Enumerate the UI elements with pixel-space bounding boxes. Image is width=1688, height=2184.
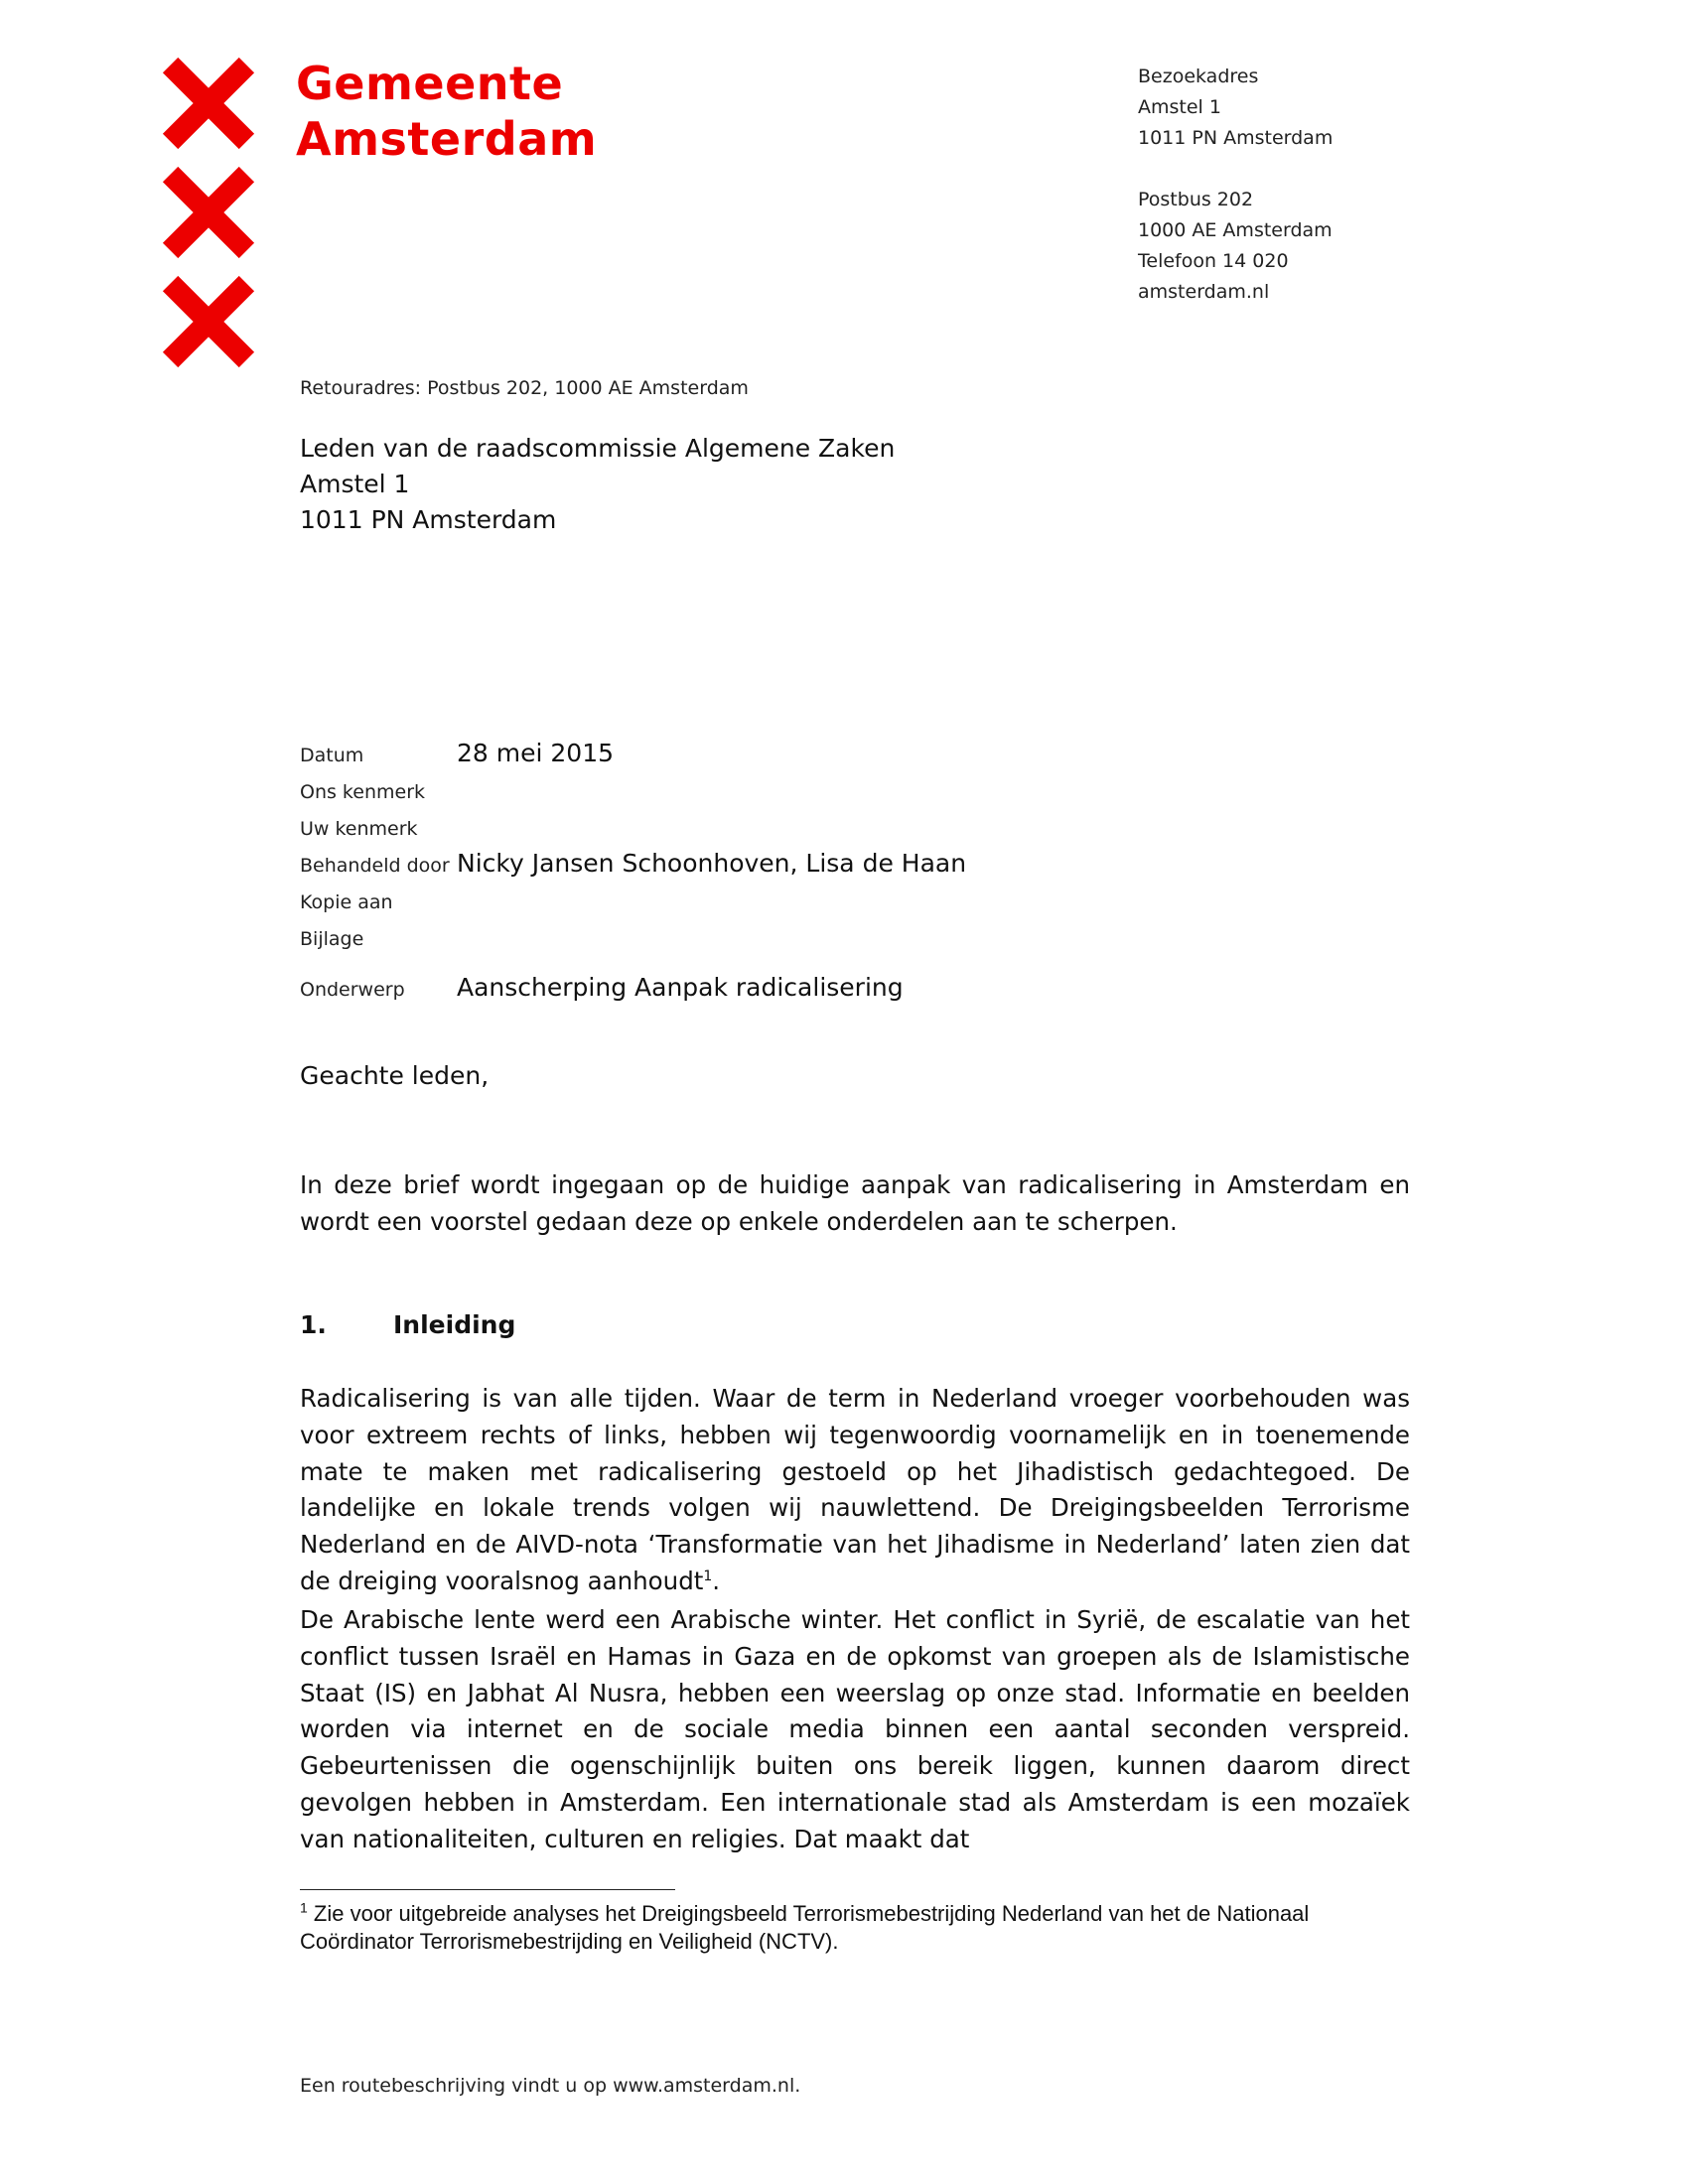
paragraph-1-end: . (712, 1566, 721, 1595)
st-andrews-cross-icon (161, 274, 256, 369)
logo-line-1: Gemeente (296, 57, 564, 110)
recipient-line-1: Leden van de raadscommissie Algemene Zaken (300, 434, 896, 463)
paragraph-1 (300, 1381, 1410, 1600)
po-postal-city: 1000 AE Amsterdam (1138, 219, 1333, 241)
recipient-line-3: 1011 PN Amsterdam (300, 505, 557, 534)
subject-value: Aanscherping Aanpak radicalisering (457, 973, 904, 1002)
paragraph-2: De Arabische lente werd een Arabische winter. Het conflict in Syrië, de escalatie van het conflict tussen Israël en Hamas in Gaza en de opkomst van groepen als de Islamistische Staat (IS) en Jabhat Al Nusra, hebben een weerslag op onze stad. Informatie en beelden worden via internet en de sociale media binnen een aantal seconden verspreid. Gebeurtenissen die ogenschijnlijk buiten ons bereik liggen, kunnen daarom direct gevolgen hebben in Amsterdam. Een internationale stad als Amsterdam is een mozaïek van nationaliteiten, culturen en religies. Dat maakt dat (300, 1605, 1410, 1853)
your-ref-label: Uw kenmerk (300, 818, 418, 840)
website: amsterdam.nl (1138, 281, 1270, 303)
logo-crosses (161, 56, 256, 373)
footnote-reference[interactable]: 1 (703, 1568, 713, 1584)
visit-address-postal-city: 1011 PN Amsterdam (1138, 127, 1334, 149)
visit-address-heading: Bezoekadres (1138, 66, 1259, 87)
date-value: 28 mei 2015 (457, 739, 615, 767)
handled-by-value: Nicky Jansen Schoonhoven, Lisa de Haan (457, 849, 967, 878)
phone: Telefoon 14 020 (1138, 250, 1289, 272)
salutation: Geachte leden, (300, 1061, 490, 1090)
recipient-line-2: Amstel 1 (300, 470, 410, 498)
intro-paragraph: In deze brief wordt ingegaan op de huidige aanpak van radicalisering in Amsterdam en wordt een voorstel gedaan deze op enkele onderdelen aan te scherpen. (300, 1170, 1410, 1236)
return-address: Retouradres: Postbus 202, 1000 AE Amsterdam (300, 377, 749, 399)
copy-to-label: Kopie aan (300, 891, 393, 913)
visit-address-block (1138, 62, 1333, 308)
attachment-label: Bijlage (300, 928, 364, 950)
visit-address-street: Amstel 1 (1138, 96, 1221, 118)
po-box: Postbus 202 (1138, 189, 1254, 210)
section-title: Inleiding (393, 1310, 516, 1339)
recipient-block (300, 431, 895, 538)
logo-line-2: Amsterdam (296, 112, 598, 166)
subject-label: Onderwerp (300, 979, 405, 1001)
section-heading (300, 1310, 515, 1339)
st-andrews-cross-icon (161, 165, 256, 260)
footnote-marker: 1 (300, 1899, 308, 1916)
st-andrews-cross-icon (161, 56, 256, 151)
our-ref-label: Ons kenmerk (300, 781, 426, 803)
logo-wordmark (296, 56, 597, 167)
footnote-text: Zie voor uitgebreide analyses het Dreigingsbeeld Terrorismebestrijding Nederland van het de Nationaal Coördinator Terrorismebestrijding en Veiligheid (NCTV). (300, 1901, 1310, 1954)
paragraph-1-text: Radicalisering is van alle tijden. Waar de term in Nederland vroeger voorbehouden was voor extreem rechts of links, hebben wij tegenwoordig voornamelijk en in toenemende mate te maken met radicalisering gestoeld op het Jihadistisch gedachtegoed. De landelijke en lokale trends volgen wij nauwlettend. De Dreigingsbeelden Terrorisme Nederland en de AIVD-nota ‘Transformatie van het Jihadisme in Nederland’ laten zien dat de dreiging vooralsnog aanhoudt (300, 1384, 1410, 1595)
footer-route-info: Een routebeschrijving vindt u op www.amsterdam.nl. (300, 2075, 801, 2097)
footnote-divider (300, 1889, 675, 1890)
section-number: 1. (300, 1310, 327, 1339)
footnote (300, 1900, 1410, 1956)
handled-by-label: Behandeld door (300, 855, 450, 877)
date-label: Datum (300, 745, 364, 766)
